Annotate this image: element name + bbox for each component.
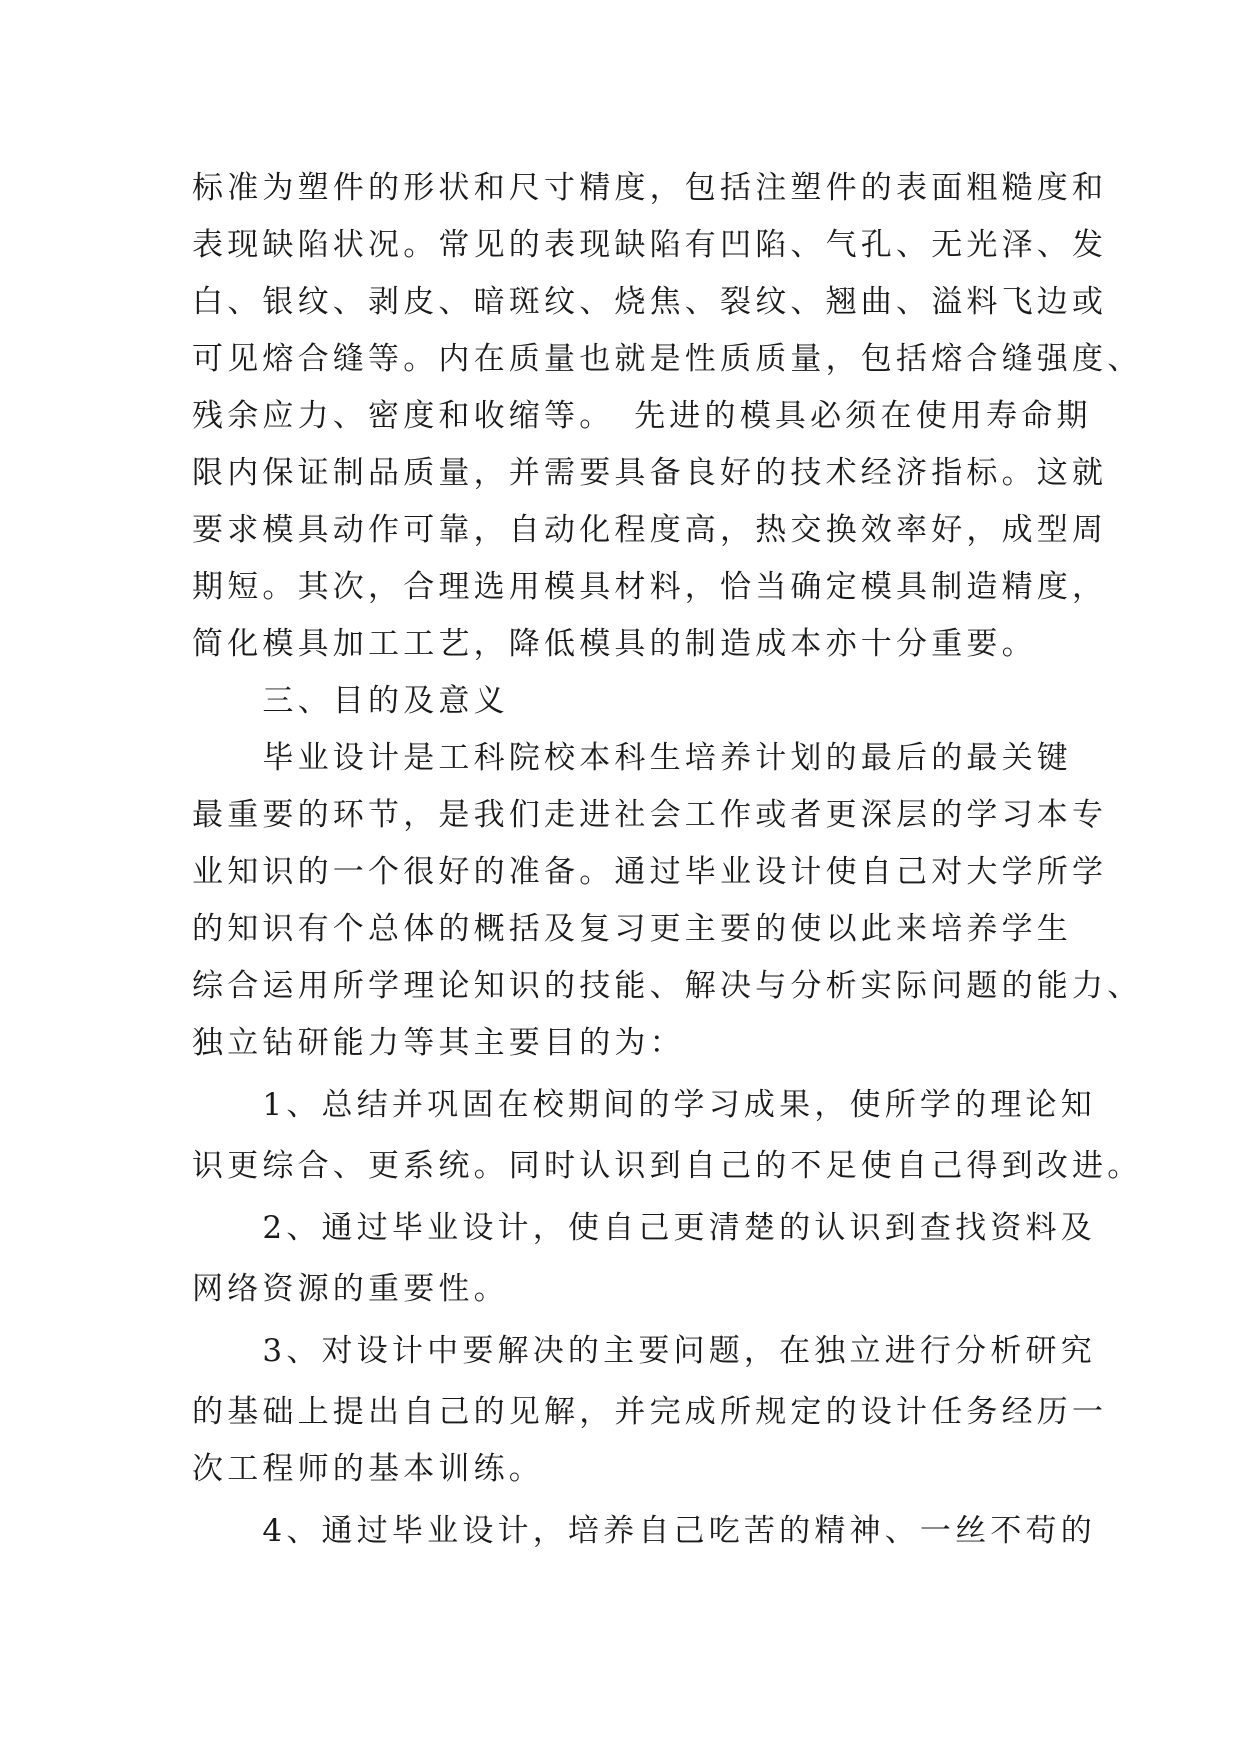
list-item-line: 的基础上提出自己的见解，并完成所规定的设计任务经历一 <box>192 1394 1108 1430</box>
text-line: 综合运用所学理论知识的技能、解决与分析实际问题的能力、 <box>192 968 1143 1004</box>
text-line: 独立钻研能力等其主要目的为： <box>192 1025 685 1061</box>
list-item-line: 4、通过毕业设计，培养自己吃苦的精神、一丝不苟的 <box>192 1513 1096 1549</box>
text-line: 要求模具动作可靠，自动化程度高，热交换效率好，成型周 <box>192 512 1108 548</box>
list-item-line: 1、总结并巩固在校期间的学习成果，使所学的理论知 <box>192 1087 1096 1123</box>
list-item-line: 识更综合、更系统。同时认识到自己的不足使自己得到改进。 <box>192 1148 1143 1184</box>
text-line: 限内保证制品质量，并需要具备良好的技术经济指标。这就 <box>192 455 1108 491</box>
text-line: 表现缺陷状况。常见的表现缺陷有凹陷、气孔、无光泽、发 <box>192 227 1108 263</box>
section-heading: 三、目的及意义 <box>192 683 509 719</box>
document-page <box>192 160 1143 1564</box>
text-line: 可见熔合缝等。内在质量也就是性质质量，包括熔合缝强度、 <box>192 341 1143 377</box>
list-item-line: 3、对设计中要解决的主要问题，在独立进行分析研究 <box>192 1333 1096 1369</box>
text-line: 白、银纹、剥皮、暗斑纹、烧焦、裂纹、翘曲、溢料飞边或 <box>192 284 1108 320</box>
text-line: 标准为塑件的形状和尺寸精度，包括注塑件的表面粗糙度和 <box>192 170 1108 206</box>
list-item-line: 网络资源的重要性。 <box>192 1271 509 1307</box>
text-line: 最重要的环节，是我们走进社会工作或者更深层的学习本专 <box>192 797 1108 833</box>
list-item-line: 次工程师的基本训练。 <box>192 1451 544 1487</box>
text-line: 残余应力、密度和收缩等。 先进的模具必须在使用寿命期 <box>192 398 1092 434</box>
text-line: 业知识的一个很好的准备。通过毕业设计使自己对大学所学 <box>192 854 1108 890</box>
text-line: 的知识有个总体的概括及复习更主要的使以此来培养学生 <box>192 911 1072 947</box>
text-line: 简化模具加工工艺，降低模具的制造成本亦十分重要。 <box>192 626 1037 662</box>
text-line: 期短。其次，合理选用模具材料，恰当确定模具制造精度， <box>192 569 1108 605</box>
list-item-line: 2、通过毕业设计，使自己更清楚的认识到查找资料及 <box>192 1210 1096 1246</box>
text-line: 毕业设计是工科院校本科生培养计划的最后的最关键 <box>192 740 1072 776</box>
